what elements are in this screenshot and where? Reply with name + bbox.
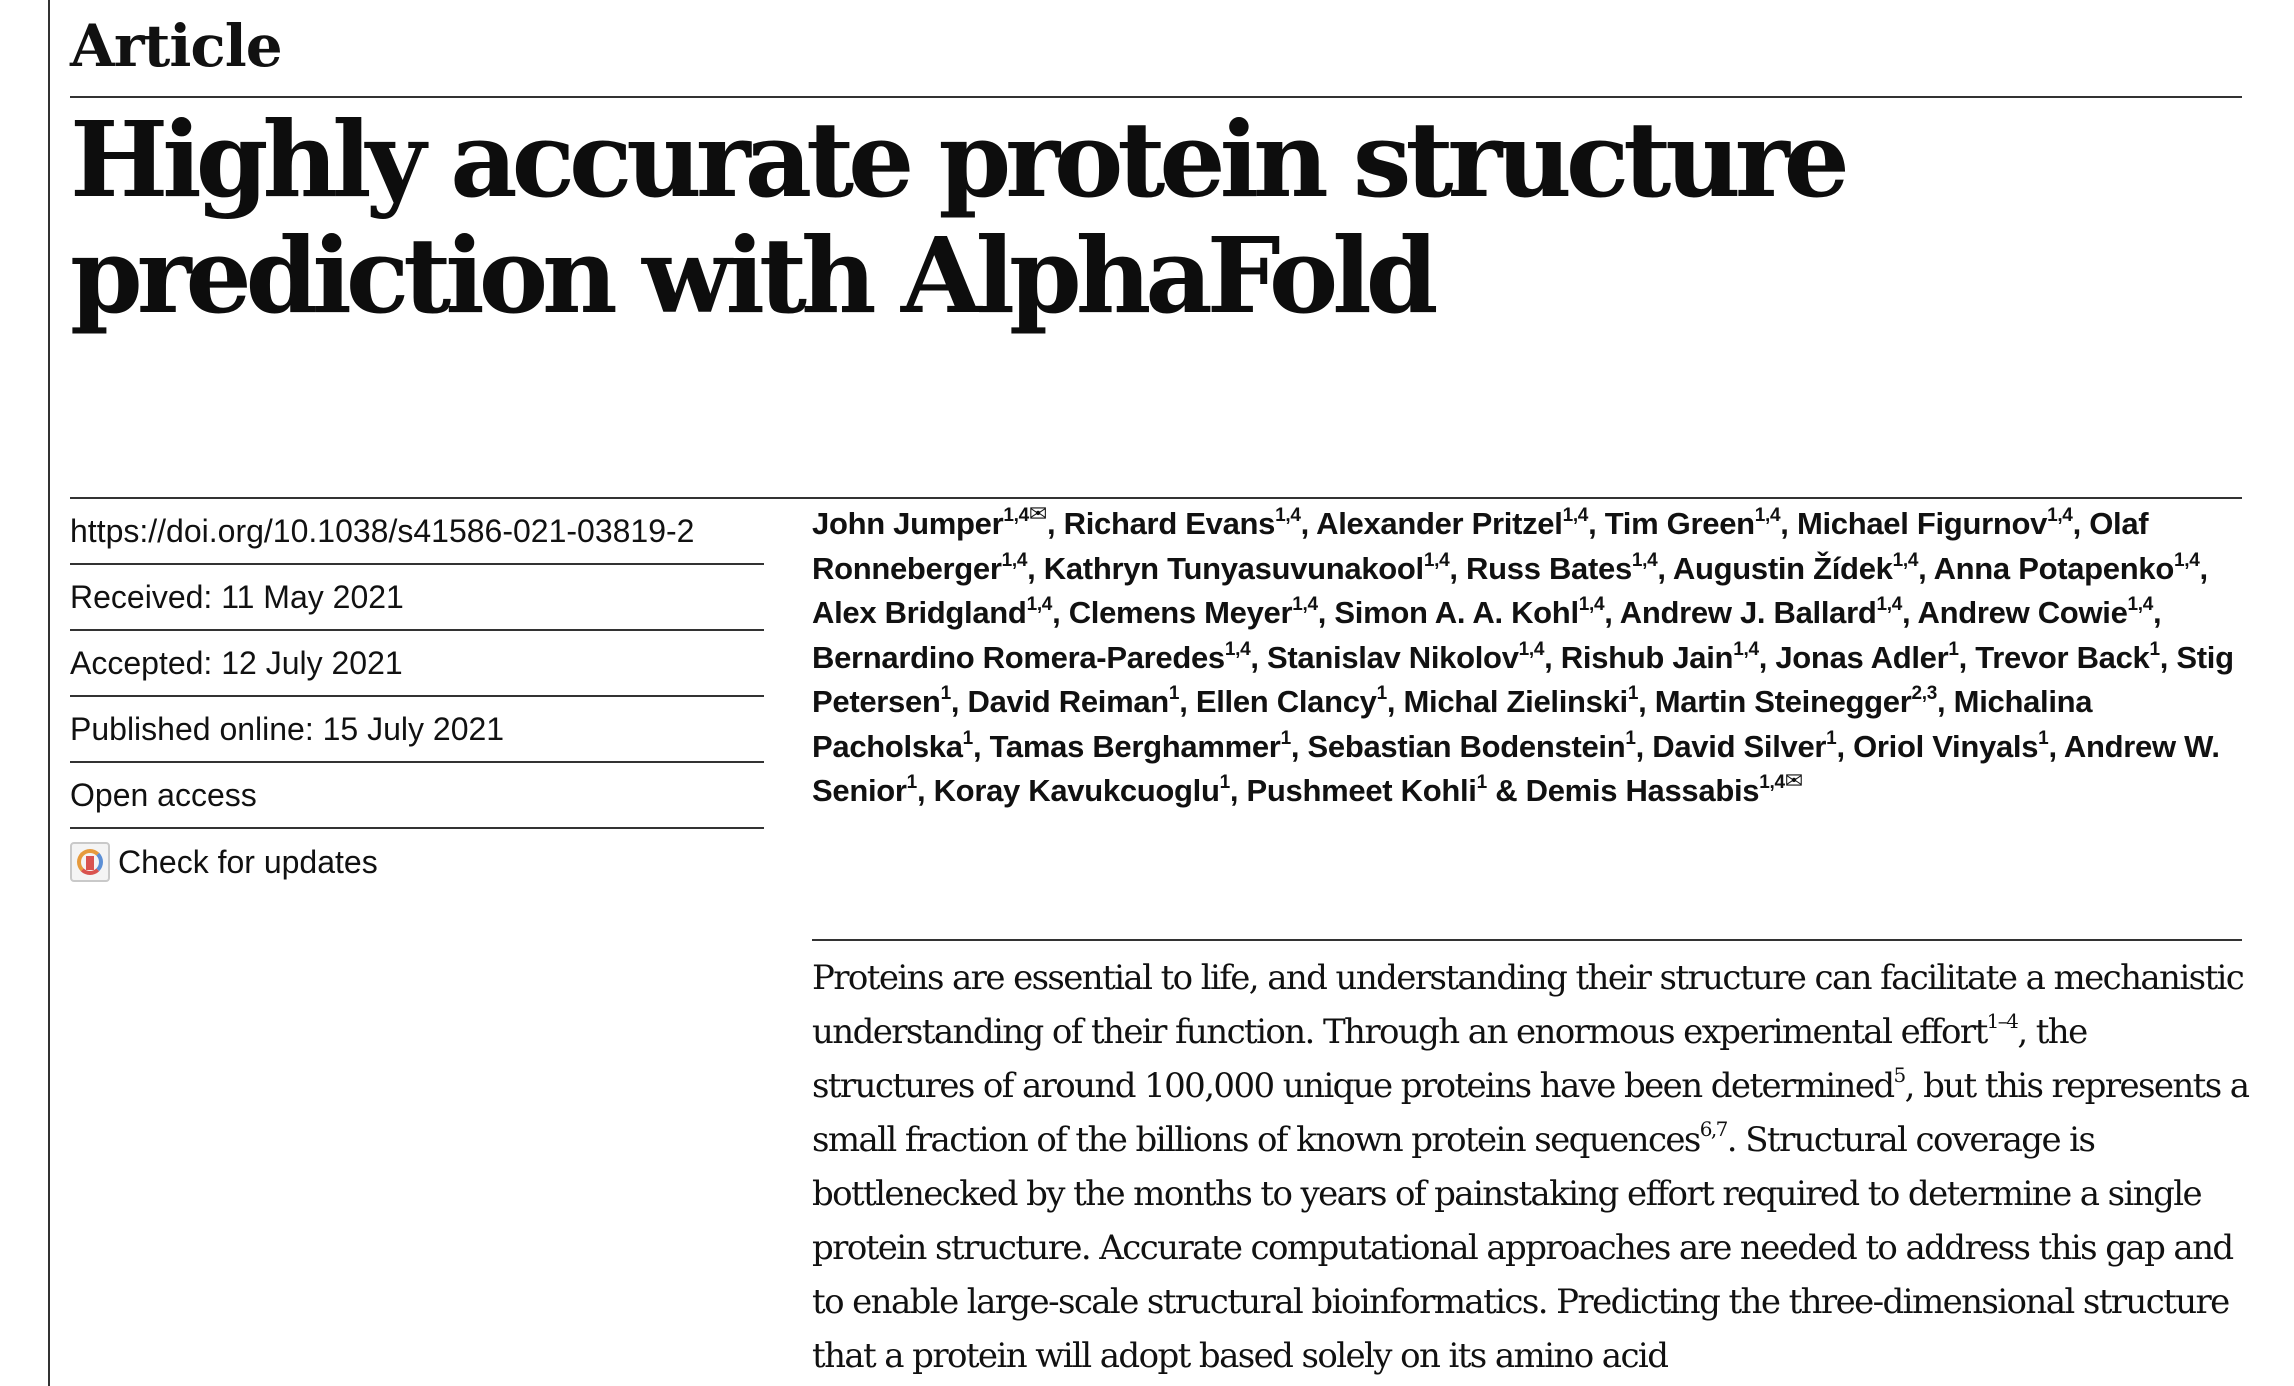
author-name[interactable]: Alex Bridgland <box>812 595 1027 630</box>
author-affiliation: 1,4 <box>1733 638 1759 660</box>
author-name[interactable]: Rishub Jain <box>1560 639 1734 675</box>
author-affiliation: 1,4 <box>1892 549 1919 571</box>
author-separator: , <box>1229 773 1247 808</box>
article-title: Highly accurate protein structure prediction with AlphaFold <box>70 98 1844 337</box>
author-affiliation: 2,3 <box>1911 683 1938 704</box>
author-name[interactable]: Kathryn Tunyasuvunakool <box>1043 550 1424 586</box>
author-name[interactable]: Koray Kavukcuoglu <box>933 773 1220 808</box>
abstract-text: . Structural coverage is bottlenecked by the months to years of painstaking effort required to determine a single protein structure. Accurate computational approaches are needed to address this gap and to enable large-scale structural bioinformatics. Predicting the three-dimensional structure that a protein will adopt based solely on its amino acid <box>812 1120 2233 1376</box>
author-affiliation: 1,4 <box>1026 594 1053 615</box>
author-separator: , <box>1250 639 1268 675</box>
author-list <box>812 502 2252 814</box>
author-affiliation: 1 <box>1627 683 1639 704</box>
author-affiliation: 1,4 <box>1876 594 1903 615</box>
email-icon[interactable]: ✉ <box>1028 501 1047 526</box>
author-separator: , <box>1027 550 1044 586</box>
author-name[interactable]: Oriol Vinyals <box>1853 728 2039 764</box>
abstract <box>812 951 2252 1383</box>
author-name[interactable]: David Reiman <box>967 684 1169 719</box>
received-date: Received: 11 May 2021 <box>70 565 764 631</box>
author-name[interactable]: David Silver <box>1652 728 1827 764</box>
published-date: Published online: 15 July 2021 <box>70 697 764 763</box>
author-separator: , <box>972 728 990 764</box>
author-affiliation: 1 <box>906 772 917 793</box>
author-name[interactable]: Jonas Adler <box>1775 639 1949 675</box>
author-separator: , <box>950 684 968 719</box>
author-separator: , <box>916 773 934 808</box>
author-name[interactable]: Richard Evans <box>1063 506 1276 541</box>
author-separator: , <box>2072 506 2090 541</box>
author-affiliation: 1 <box>1948 638 1959 660</box>
author-affiliation: 1,4 <box>1759 772 1785 793</box>
author-affiliation: 1,4 <box>1224 638 1251 660</box>
author-affiliation: 1 <box>962 727 973 749</box>
author-affiliation: 1,4 <box>2047 505 2073 526</box>
author-affiliation: 1,4 <box>1631 549 1658 571</box>
author-affiliation: 1,4 <box>2173 549 2200 571</box>
author-separator: , <box>1290 728 1308 764</box>
author-name[interactable]: Simon A. A. Kohl <box>1334 595 1579 630</box>
author-separator: , <box>1635 728 1653 764</box>
author-affiliation: 1,4 <box>1754 505 1781 526</box>
author-affiliation: 1,4 <box>1562 505 1589 526</box>
author-separator: , <box>1386 684 1404 719</box>
author-name[interactable]: Ellen Clancy <box>1195 684 1377 719</box>
author-separator: , <box>2159 639 2177 675</box>
author-separator: , <box>1317 595 1335 630</box>
author-name[interactable]: Andrew J. Ballard <box>1619 595 1877 630</box>
author-affiliation: 1,4 <box>1003 505 1029 526</box>
author-affiliation: 1,4 <box>1518 638 1545 660</box>
author-separator: , <box>1902 595 1918 630</box>
citation-reference[interactable]: 5 <box>1893 1063 1905 1087</box>
author-name[interactable]: Michael Figurnov <box>1796 506 2048 541</box>
author-name[interactable]: Demis Hassabis <box>1525 773 1760 808</box>
author-separator: , <box>2199 550 2208 586</box>
author-name[interactable]: Tim Green <box>1604 506 1755 541</box>
author-separator: , <box>1958 639 1976 675</box>
open-access-label: Open access <box>70 763 764 829</box>
author-separator: , <box>1300 506 1317 541</box>
author-separator: , <box>1836 728 1854 764</box>
author-separator: , <box>1758 639 1776 675</box>
author-name[interactable]: John Jumper <box>812 506 1004 541</box>
author-name[interactable]: Sebastian Bodenstein <box>1307 728 1626 764</box>
abstract-divider <box>812 939 2242 941</box>
author-separator: , <box>1604 595 1620 630</box>
author-name[interactable]: Anna Potapenko <box>1933 550 2174 586</box>
author-affiliation: 1 <box>1625 727 1636 749</box>
author-affiliation: 1 <box>2038 727 2049 749</box>
author-affiliation: 1,4 <box>1275 505 1301 526</box>
author-affiliation: 1 <box>2149 638 2160 660</box>
email-icon[interactable]: ✉ <box>1784 768 1803 793</box>
author-affiliation: 1 <box>1168 683 1180 704</box>
author-affiliation: 1,4 <box>1578 594 1605 615</box>
check-for-updates-button[interactable] <box>70 829 764 895</box>
author-affiliation: 1 <box>1280 727 1291 749</box>
author-name[interactable]: Stig Petersen <box>812 639 2234 719</box>
author-name[interactable]: Russ Bates <box>1466 550 1632 586</box>
author-affiliation: 1,4 <box>1292 594 1318 615</box>
author-name[interactable]: Trevor Back <box>1975 639 2150 675</box>
author-affiliation: 1,4 <box>2127 594 2154 615</box>
author-affiliation: 1,4 <box>1001 549 1028 571</box>
author-name[interactable]: Bernardino Romera-Paredes <box>812 639 1225 675</box>
author-affiliation: 1 <box>1219 772 1230 793</box>
abstract-text: , the structures of around 100,000 unique proteins have been determined <box>812 1012 2087 1106</box>
author-separator: , <box>1937 684 1954 719</box>
citation-reference[interactable]: 6,7 <box>1699 1117 1727 1141</box>
author-affiliation: 1 <box>1826 727 1837 749</box>
author-affiliation: 1 <box>940 683 951 704</box>
author-affiliation: 1 <box>1376 683 1387 704</box>
abstract-text: Proteins are essential to life, and understanding their structure can facilitate a mechanistic understanding of their function. Through an enormous experimental effort <box>812 958 2244 1052</box>
crossmark-icon <box>70 842 110 882</box>
abstract-text: , but this represents a small fraction of the billions of known protein sequences <box>812 1066 2249 1160</box>
doi-link[interactable]: https://doi.org/10.1038/s41586-021-03819-2 <box>70 499 764 565</box>
author-name[interactable]: Andrew Cowie <box>1917 595 2128 630</box>
accepted-date: Accepted: 12 July 2021 <box>70 631 764 697</box>
author-separator: & <box>1486 773 1526 808</box>
author-name[interactable]: Pushmeet Kohli <box>1246 773 1477 808</box>
author-name[interactable]: Olaf Ronneberger <box>812 506 2149 586</box>
author-separator: , <box>1657 550 1673 586</box>
author-name[interactable]: Michal Zielinski <box>1403 684 1628 719</box>
author-affiliation: 1 <box>1476 772 1487 793</box>
author-separator: , <box>1179 684 1196 719</box>
author-affiliation: 1,4 <box>1423 549 1450 571</box>
citation-reference[interactable]: 1–4 <box>1986 1009 2018 1033</box>
author-separator: , <box>1544 639 1561 675</box>
author-separator: , <box>1588 506 1605 541</box>
author-name[interactable]: Andrew W. Senior <box>812 728 2220 808</box>
article-metadata <box>70 499 764 895</box>
check-for-updates-label: Check for updates <box>118 843 378 880</box>
author-separator: , <box>1638 684 1655 719</box>
author-separator: , <box>2048 728 2064 764</box>
author-name[interactable]: Michalina Pacholska <box>812 684 2093 764</box>
author-separator: , <box>1047 506 1064 541</box>
author-separator: , <box>1780 506 1797 541</box>
author-name[interactable]: Martin Steinegger <box>1654 684 1912 719</box>
author-name[interactable]: Tamas Berghammer <box>989 728 1281 764</box>
author-separator: , <box>1052 595 1069 630</box>
author-separator: , <box>1918 550 1934 586</box>
author-separator: , <box>2153 595 2162 630</box>
author-name[interactable]: Augustin Žídek <box>1672 550 1893 586</box>
author-name[interactable]: Stanislav Nikolov <box>1267 639 1519 675</box>
left-margin-rule <box>48 0 50 1386</box>
author-name[interactable]: Alexander Pritzel <box>1316 506 1563 541</box>
author-name[interactable]: Clemens Meyer <box>1068 595 1293 630</box>
author-separator: , <box>1449 550 1467 586</box>
section-label: Article <box>70 12 282 80</box>
